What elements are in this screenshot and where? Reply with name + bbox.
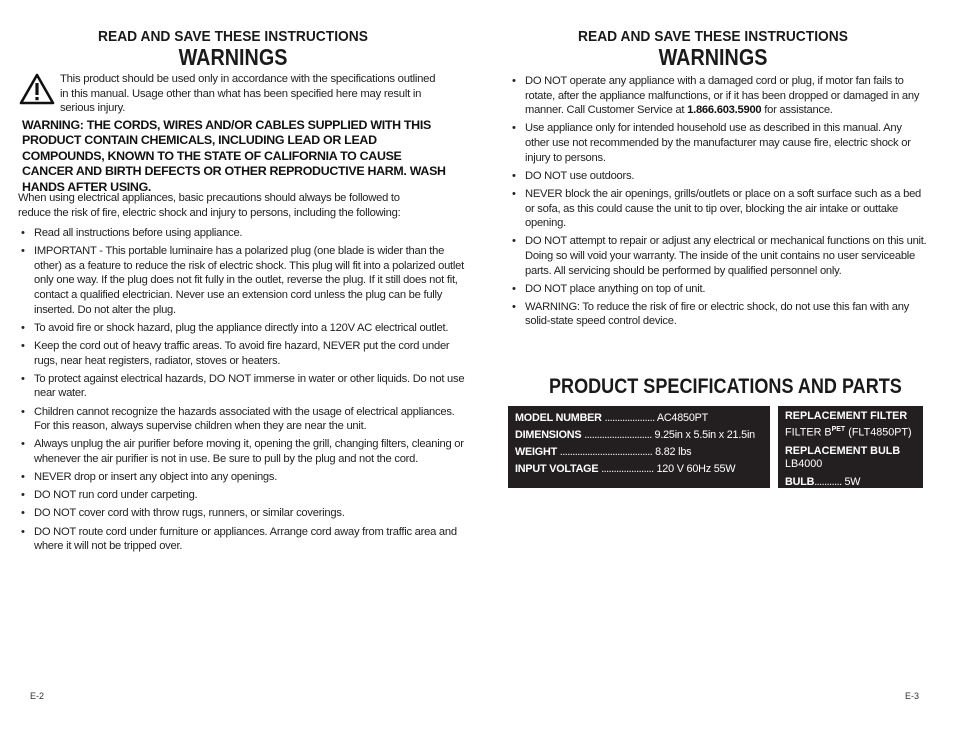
list-item: • DO NOT run cord under carpeting. [21,489,198,502]
list-item: • IMPORTANT - This portable luminaire has a polarized plug (one blade is wider than the other) as a feature to reduce the risk of electric shock. This plug will fit into a polarized outlet only one way. If the plug does not fit fully in the outlet, reverse the plug. If it still does not fit, contact a qualified electrician. Never use an extension cord unless the plug can be fully inserted. Do not alter the plug. [21,245,464,316]
replacement-filter-label: REPLACEMENT FILTER [785,410,908,422]
spec-row: MODEL NUMBER .................... AC4850PT [515,412,709,424]
caution-row [18,72,446,116]
replacement-bulb-label: REPLACEMENT BULB [785,444,901,457]
spec-row: WEIGHT ..................................... 8.82 lbs [515,446,692,458]
intro-paragraph: When using electrical appliances, basic precautions should always be followed to reduce the risk of fire, electric shock and injury to persons, including the following: [18,192,401,219]
left-kicker: READ AND SAVE THESE INSTRUCTIONS [98,28,368,45]
right-kicker: READ AND SAVE THESE INSTRUCTIONS [578,28,848,45]
list-item: • DO NOT operate any appliance with a damaged cord or plug, if motor fan fails to rotate, after the appliance malfunctions, or if it has been dropped or damaged in any manner. Call Customer Service at 1.866.603.5900 for assistance. [512,75,920,117]
replacement-filter-value: FILTER $B^{PET}$ (FLT4850PT) [785,426,912,439]
specs-box [508,406,770,488]
parts-box [778,406,923,488]
spec-row: DIMENSIONS ........................... 9.25in x 5.5in x 21.5in [515,429,755,441]
replacement-bulb-value: LB4000 [785,457,823,470]
list-item: • DO NOT cover cord with throw rugs, runners, or similar coverings. [21,507,345,520]
list-item: • DO NOT use outdoors. [512,169,635,182]
left-title: WARNINGS [178,44,288,70]
list-item: • WARNING: To reduce the risk of fire or electric shock, do not use this fan with any solid-state speed control device. [512,300,910,328]
customer-service-phone: 1.866.603.5900 [687,104,762,117]
right-page [477,0,954,738]
list-item: • Always unplug the air purifier before moving it, opening the grill, changing filters, cleaning or whenever the air purifier is not in use. Be sure to pull by the plug and not the cord. [21,438,464,465]
bulb-spec-row: BULB........... 5W [785,475,861,488]
caution-text: This product should be used only in accordance with the specifications outlined in this manual. Usage other than what has been specified here may result in serious injury. [60,73,436,115]
prop65-warning: WARNING: THE CORDS, WIRES AND/OR CABLES SUPPLIED WITH THIS PRODUCT CONTAIN CHEMICALS, INCLUDING LEAD OR LEAD COMPOUNDS, KNOWN TO THE STATE OF CALIFORNIA TO CAUSE CANCER AND BIRTH DEFECTS OR OTHER REPRODUCTIVE HARM. WASH HANDS AFTER USING. [22,118,446,194]
list-item: • NEVER drop or insert any object into any openings. [21,471,278,484]
list-item: • To avoid fire or shock hazard, plug the appliance directly into a 120V AC electrical outlet. [21,321,449,334]
list-item: • Children cannot recognize the hazards associated with the usage of electrical appliances. For this reason, always supervise children when they are near the unit. [21,405,455,433]
spec-section-title: PRODUCT SPECIFICATIONS AND PARTS [549,375,902,398]
list-item: • DO NOT place anything on top of unit. [512,282,706,295]
list-item: • To protect against electrical hazards, DO NOT immerse in water or other liquids. Do not use near water. [21,372,465,400]
list-item: • DO NOT attempt to repair or adjust any electrical or mechanical functions on this unit. Doing so will void your warranty. The inside of the unit contains no user serviceable parts. All servicing should be performed by qualified personnel only. [512,235,927,277]
list-item: • Use appliance only for intended household use as described in this manual. Any other use not recommended by the manufacturer may cause fire, electric shock or injury to persons. [512,122,911,164]
right-title: WARNINGS [658,44,768,70]
left-page-number: E-2 [30,691,45,701]
right-heading [493,29,933,69]
list-item: • DO NOT route cord under furniture or appliances. Arrange cord away from traffic area and where it will not be tripped over. [21,525,457,553]
left-heading [18,29,448,69]
left-bullet-list [18,226,466,557]
list-item: • NEVER block the air openings, grills/outlets or place on a soft surface such as a bed or sofa, as this could cause the unit to tip over, blocking the air intake or outtake opening. [512,187,922,230]
list-item: • Keep the cord out of heavy traffic areas. To avoid fire hazard, NEVER put the cord under rugs, near heat registers, radiator, stoves or heaters. [21,339,450,367]
right-bullet-list [509,74,927,333]
right-page-number: E-3 [905,691,920,701]
spec-row: INPUT VOLTAGE ..................... 120 V 60Hz 55W [515,463,736,475]
list-item: • Read all instructions before using appliance. [21,227,243,239]
warning-triangle-icon [18,72,56,106]
